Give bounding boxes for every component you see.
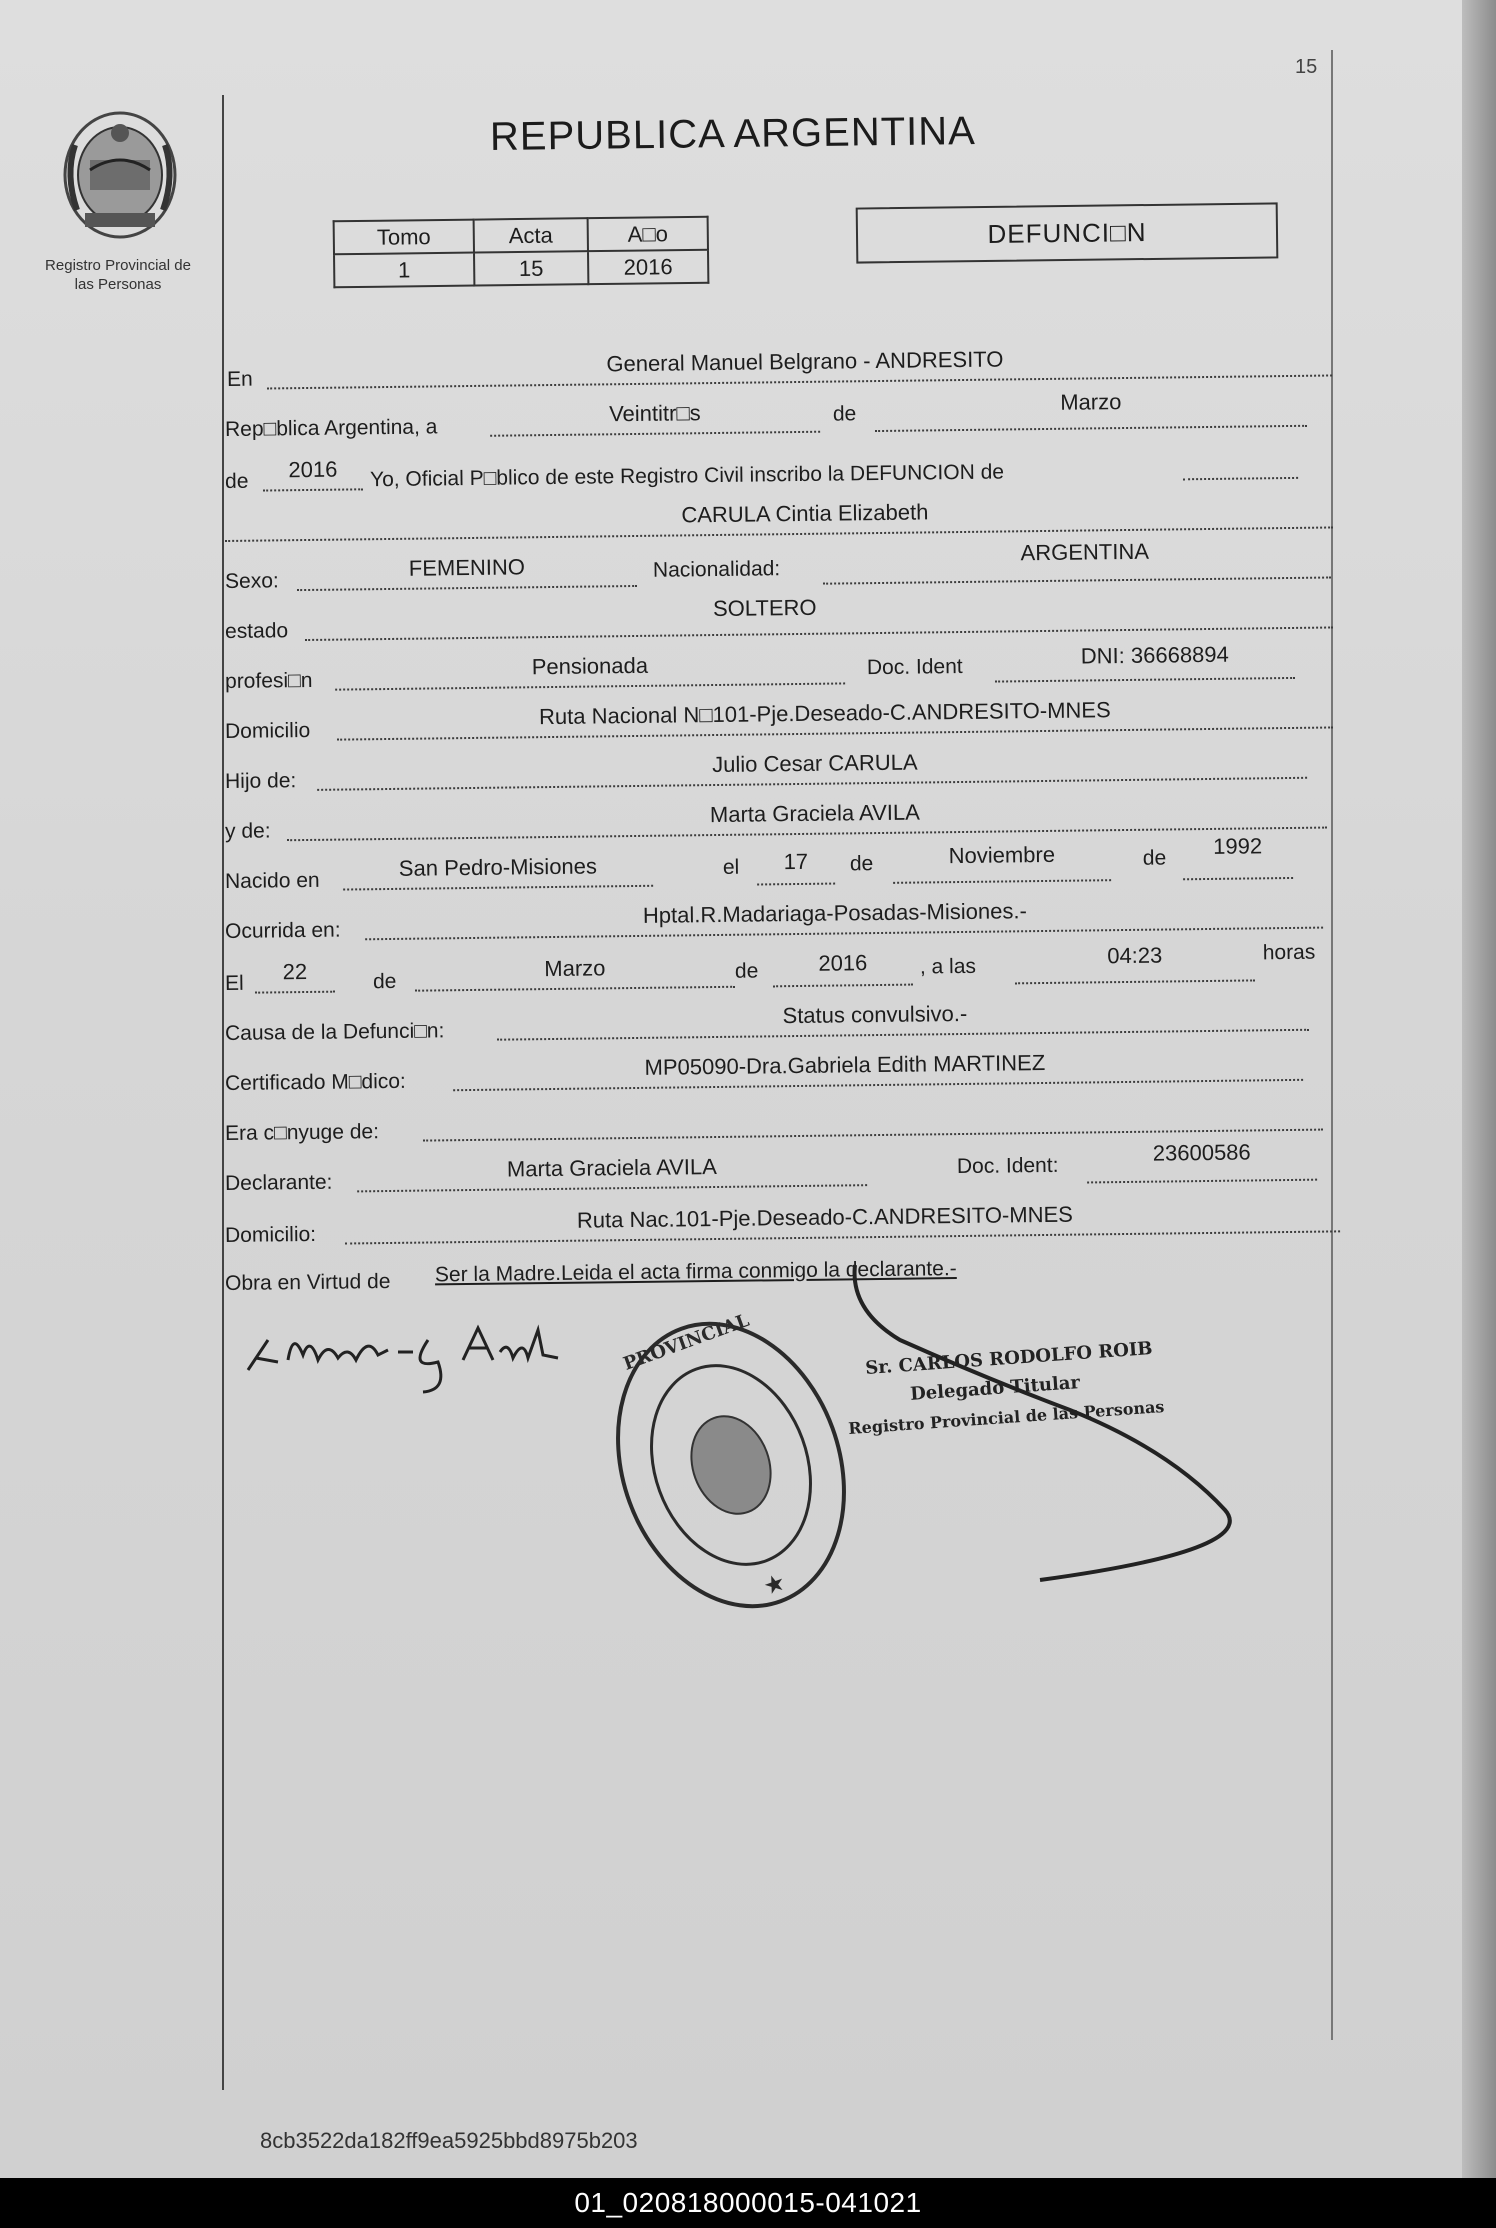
de4-label: de — [1142, 846, 1167, 870]
de3-label: de — [849, 852, 874, 876]
alas-label: , a las — [919, 954, 977, 979]
nacionalidad-label: Nacionalidad: — [652, 557, 781, 582]
domicilio-label: Domicilio — [224, 718, 311, 743]
year-dotted-line — [263, 488, 363, 491]
ano-header: A□o — [588, 217, 708, 251]
hijo-label: Hijo de: — [224, 769, 297, 793]
causa-value: Status convulsivo.- — [782, 1000, 968, 1029]
estado-label: estado — [224, 619, 289, 643]
yde-value: Marta Graciela AVILA — [709, 799, 920, 828]
acta-header: Acta — [474, 218, 588, 252]
doc2-label: Doc. Ident: — [956, 1153, 1059, 1179]
official-org: Registro Provincial de las Personas — [847, 1396, 1165, 1439]
conyuge-label: Era c□nyuge de: — [224, 1120, 380, 1145]
death-time-dotted-line — [1015, 979, 1255, 984]
name-value: CARULA Cintia Elizabeth — [681, 499, 929, 528]
domicilio2-label: Domicilio: — [224, 1222, 317, 1247]
provincia-misiones-logo — [55, 105, 185, 245]
horas-label: horas — [1262, 940, 1316, 965]
obra-value: Ser la Madre.Leida el acta firma conmigo la declarante.- — [434, 1257, 957, 1287]
el2-label: El — [224, 971, 244, 995]
page-number: 15 — [1295, 56, 1318, 78]
nacionalidad-value: ARGENTINA — [1020, 538, 1150, 566]
yde-label: y de: — [224, 819, 271, 843]
domicilio-value: Ruta Nacional N□101-Pje.Deseado-C.ANDRESITO-MNES — [538, 697, 1111, 730]
document-hash: 8cb3522da182ff9ea5925bbd8975b203 — [260, 2128, 638, 2153]
causa-label: Causa de la Defunci□n: — [224, 1019, 445, 1045]
birth-month-value: Noviembre — [948, 841, 1056, 869]
certificado-value: MP05090-Dra.Gabriela Edith MARTINEZ — [644, 1049, 1046, 1080]
de6-label: de — [734, 959, 759, 983]
acta-value: 15 — [474, 251, 588, 285]
certificado-label: Certificado M□dico: — [224, 1069, 406, 1095]
ano-value: 2016 — [588, 250, 708, 284]
doc-value: DNI: 36668894 — [1080, 641, 1229, 669]
page-edge-shadow — [1462, 0, 1496, 2178]
tomo-value: 1 — [334, 253, 474, 288]
file-id: 01_020818000015-041021 — [574, 2187, 922, 2218]
doc-label: Doc. Ident — [866, 654, 963, 680]
yo-label: Yo, Oficial P□blico de este Registro Civil inscribo la DEFUNCION de — [369, 460, 1005, 492]
birth-day-value: 17 — [783, 848, 809, 875]
nacido-label: Nacido en — [224, 868, 320, 893]
reference-header-row — [334, 217, 708, 255]
yo-dotted-line — [1183, 477, 1298, 480]
en-value: General Manuel Belgrano - ANDRESITO — [606, 346, 1004, 377]
year-value: 2016 — [288, 456, 338, 483]
file-id-bar — [0, 2178, 1496, 2228]
death-year-dotted-line — [773, 984, 913, 988]
death-day-value: 22 — [282, 958, 308, 985]
doc2-dotted-line — [1087, 1179, 1317, 1184]
document-type-box: DEFUNCI□N — [856, 202, 1279, 263]
obra-label: Obra en Virtud de — [224, 1269, 391, 1295]
death-day-dotted-line — [255, 991, 335, 994]
nacido-value: San Pedro-Misiones — [398, 853, 598, 881]
ocurrida-value: Hptal.R.Madariaga-Posadas-Misiones.- — [642, 898, 1027, 928]
hijo-value: Julio Cesar CARULA — [712, 749, 918, 778]
logo-caption-line1: Registro Provincial de — [45, 257, 191, 274]
de-label: de — [832, 402, 857, 426]
profesion-label: profesi□n — [224, 668, 313, 693]
birth-year-value: 1992 — [1213, 833, 1263, 859]
de5-label: de — [372, 969, 397, 994]
logo-caption — [18, 256, 218, 294]
republica-label: Rep□blica Argentina, a — [224, 415, 438, 441]
month-value: Marzo — [1060, 389, 1122, 415]
svg-text:★: ★ — [759, 1568, 790, 1602]
doc2-value: 23600586 — [1152, 1139, 1251, 1166]
logo-caption-line2: las Personas — [74, 276, 162, 293]
reference-table — [333, 216, 710, 289]
profesion-value: Pensionada — [531, 652, 649, 680]
tomo-header: Tomo — [334, 220, 474, 255]
day-value: Veintitr□s — [608, 400, 701, 427]
declarante-value: Marta Graciela AVILA — [506, 1153, 717, 1182]
official-title: Delegado Titular — [909, 1372, 1081, 1405]
page-title: REPUBLICA ARGENTINA — [489, 109, 977, 159]
death-year-value: 2016 — [818, 950, 868, 976]
left-margin-line — [222, 95, 224, 2090]
estado-value: SOLTERO — [712, 594, 817, 622]
en-label: En — [226, 367, 253, 391]
official-name: Sr. CARLOS RODOLFO ROIB — [864, 1337, 1154, 1380]
sexo-value: FEMENINO — [408, 554, 526, 581]
de2-label: de — [224, 469, 249, 493]
svg-text:PROVINCIAL: PROVINCIAL — [620, 1309, 753, 1375]
reference-value-row — [334, 250, 708, 288]
sexo-label: Sexo: — [224, 569, 279, 593]
death-month-value: Marzo — [544, 955, 606, 982]
birth-day-dotted-line — [757, 883, 835, 886]
delegation-seal — [606, 1300, 856, 1630]
birth-month-dotted-line — [893, 879, 1111, 884]
el-label: el — [722, 855, 740, 879]
birth-year-dotted-line — [1183, 877, 1293, 880]
domicilio2-value: Ruta Nac.101-Pje.Deseado-C.ANDRESITO-MNES — [576, 1201, 1074, 1233]
death-time-value: 04:23 — [1107, 942, 1163, 969]
declarante-label: Declarante: — [224, 1170, 333, 1195]
ocurrida-label: Ocurrida en: — [224, 918, 341, 943]
